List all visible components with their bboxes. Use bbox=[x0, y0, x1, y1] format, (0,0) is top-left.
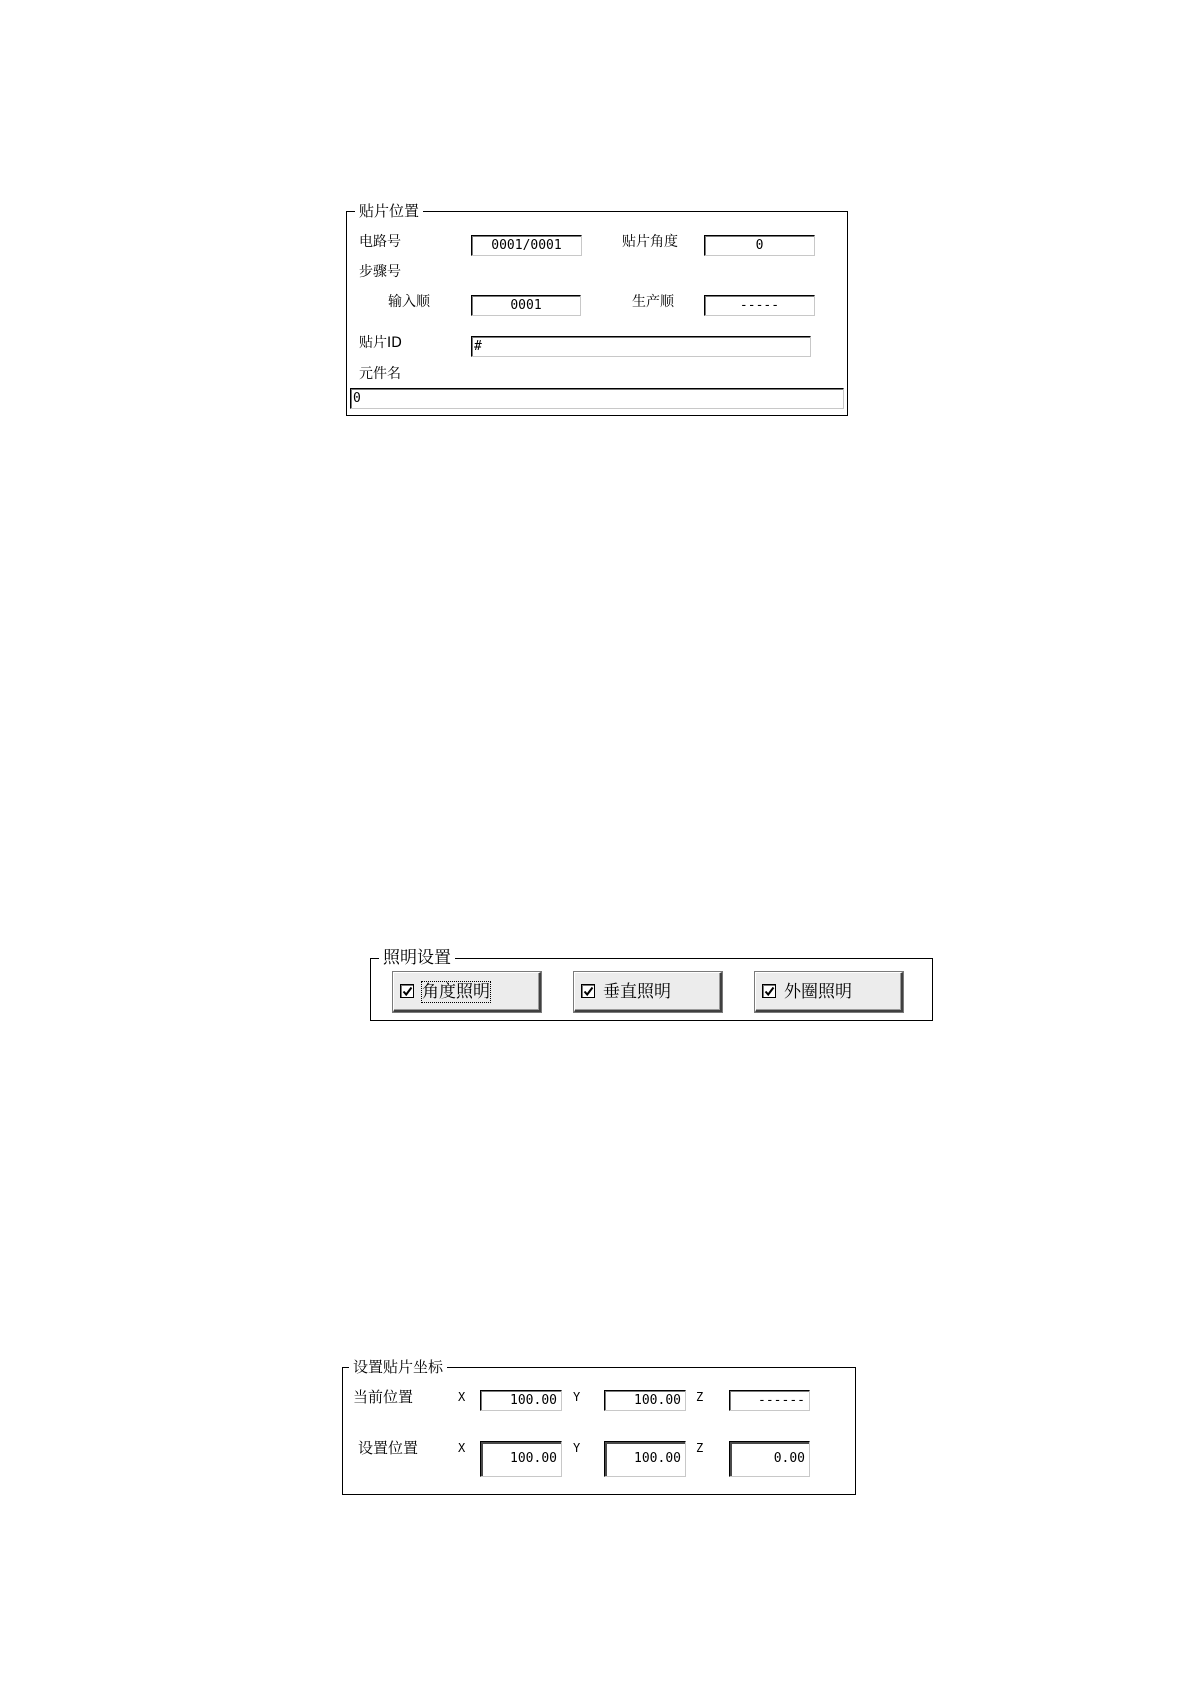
checkbox-icon bbox=[400, 984, 414, 998]
input-order-label: 输入顺 bbox=[388, 294, 430, 310]
set-z-axis-label: Z bbox=[696, 1441, 704, 1455]
angle-lighting-checkbox[interactable] bbox=[393, 972, 541, 1012]
set-x-axis-label: X bbox=[458, 1441, 466, 1455]
current-x-field[interactable]: 100.00 bbox=[480, 1390, 562, 1411]
current-z-field[interactable]: ------ bbox=[729, 1390, 810, 1411]
placement-coords-group bbox=[342, 1358, 856, 1495]
current-x-axis-label: X bbox=[458, 1390, 466, 1404]
component-name-field[interactable]: 0 bbox=[350, 388, 844, 409]
set-z-field[interactable]: 0.00 bbox=[729, 1441, 810, 1477]
current-y-axis-label: Y bbox=[573, 1390, 581, 1404]
current-position-label: 当前位置 bbox=[353, 1388, 414, 1406]
production-order-field[interactable]: ----- bbox=[704, 295, 815, 316]
circuit-no-field[interactable]: 0001/0001 bbox=[471, 235, 582, 256]
outer-ring-lighting-checkbox[interactable] bbox=[755, 972, 903, 1012]
input-order-field[interactable]: 0001 bbox=[471, 295, 581, 316]
set-y-axis-label: Y bbox=[573, 1441, 581, 1455]
placement-id-label: 贴片ID bbox=[359, 335, 402, 351]
set-x-field[interactable]: 100.00 bbox=[480, 1441, 562, 1477]
current-y-field[interactable]: 100.00 bbox=[604, 1390, 686, 1411]
production-order-label: 生产顺 bbox=[632, 294, 674, 310]
step-no-label: 步骤号 bbox=[359, 264, 401, 280]
outer-ring-lighting-label: 外圈照明 bbox=[784, 982, 852, 1002]
placement-position-group bbox=[346, 202, 848, 416]
circuit-no-label: 电路号 bbox=[359, 234, 401, 250]
component-name-label: 元件名 bbox=[359, 366, 401, 382]
set-position-label: 设置位置 bbox=[358, 1439, 419, 1457]
checkbox-icon bbox=[762, 984, 776, 998]
checkbox-icon bbox=[581, 984, 595, 998]
set-y-field[interactable]: 100.00 bbox=[604, 1441, 686, 1477]
angle-field[interactable]: 0 bbox=[704, 235, 815, 256]
lighting-settings-group bbox=[370, 948, 933, 1021]
vertical-lighting-label: 垂直照明 bbox=[603, 982, 671, 1002]
placement-coords-title: 设置贴片坐标 bbox=[349, 1358, 447, 1376]
placement-position-title: 贴片位置 bbox=[355, 202, 423, 220]
placement-id-field[interactable]: # bbox=[471, 336, 811, 357]
angle-lighting-label: 角度照明 bbox=[422, 982, 490, 1002]
lighting-settings-title: 照明设置 bbox=[379, 949, 455, 967]
angle-label: 贴片角度 bbox=[622, 234, 678, 250]
current-z-axis-label: Z bbox=[696, 1390, 704, 1404]
vertical-lighting-checkbox[interactable] bbox=[574, 972, 722, 1012]
